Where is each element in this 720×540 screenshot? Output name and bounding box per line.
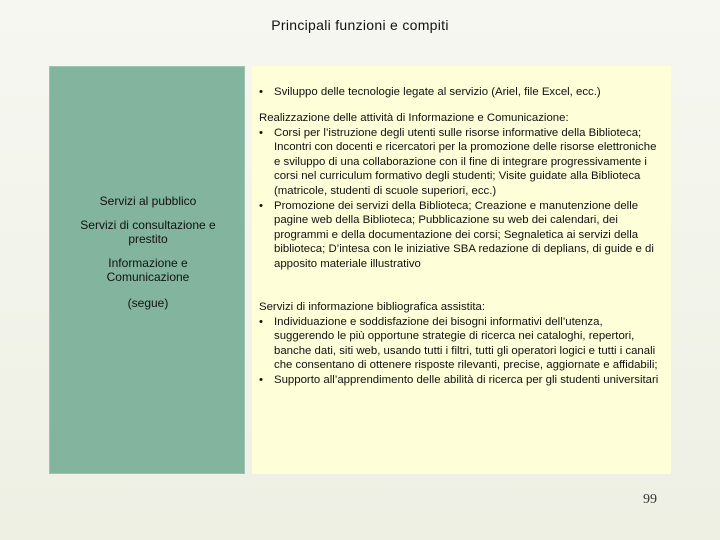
label-informazione-comunicazione: Informazione e Comunicazione	[106, 256, 190, 284]
bullet-icon: •	[259, 126, 263, 139]
bullet-icon: •	[259, 315, 263, 328]
bullet-text: Corsi per l’istruzione degli utenti sulle risorse informative della Biblioteca; Incontri con docenti e ricercatori per la promozione delle risorse elettroniche e sviluppo di una collaborazione con il fine di integrare progressivamente i corsi nel curriculum formativo degli studenti; Visite guidate alla Biblioteca (matricole, studenti di scuole superiori, ecc.)	[274, 126, 657, 197]
bullet-icon: •	[259, 373, 263, 386]
bullet-item	[259, 373, 663, 388]
left-category-panel	[49, 66, 245, 474]
bullet-item	[259, 315, 663, 373]
page-number: 99	[643, 492, 657, 507]
bullet-item	[259, 199, 663, 272]
slide-title: Principali funzioni e compiti	[271, 17, 449, 33]
section-heading: Servizi di informazione bibliografica assistita:	[259, 301, 486, 313]
label-servizi-consultazione-prestito: Servizi di consultazione e prestito	[80, 218, 216, 246]
bullet-text: Individuazione e soddisfazione dei bisogni informativi dell’utenza, suggerendo le più opportune strategie di ricerca nei cataloghi, repertori, banche dati, siti web, usando tutti i filtri, tutti gli operatori logici e tutti i canali che consentano di ottenere risposte rilevanti, precise, aggiornate e affidabili;	[274, 315, 658, 372]
section-informazione-comunicazione	[259, 111, 663, 272]
bullet-item	[259, 85, 663, 100]
bullet-text: Sviluppo delle tecnologie legate al servizio (Ariel, file Excel, ecc.)	[274, 86, 601, 98]
label-segue: (segue)	[127, 296, 169, 310]
top-bullet-block	[259, 85, 663, 100]
bullet-icon: •	[259, 86, 263, 98]
section-heading: Realizzazione delle attività di Informazione e Comunicazione:	[259, 112, 569, 124]
bullet-text: Supporto all’apprendimento delle abilità di ricerca per gli studenti universitari	[274, 373, 659, 386]
right-content-panel	[252, 66, 671, 474]
bullet-icon: •	[259, 199, 263, 212]
label-servizi-al-pubblico: Servizi al pubblico	[99, 194, 197, 208]
bullet-text: Promozione dei servizi della Biblioteca; Creazione e manutenzione delle pagine web della Biblioteca; Pubblicazione su web dei calendari, dei programmi e della documentazione dei corsi; Segnaletica ai servizi della biblioteca; D’intesa con le iniziative SBA redazione di deplians, di guide e di apposito materiale illustrativo	[274, 199, 654, 270]
section-informazione-bibliografica	[259, 300, 663, 388]
bullet-item	[259, 126, 663, 199]
